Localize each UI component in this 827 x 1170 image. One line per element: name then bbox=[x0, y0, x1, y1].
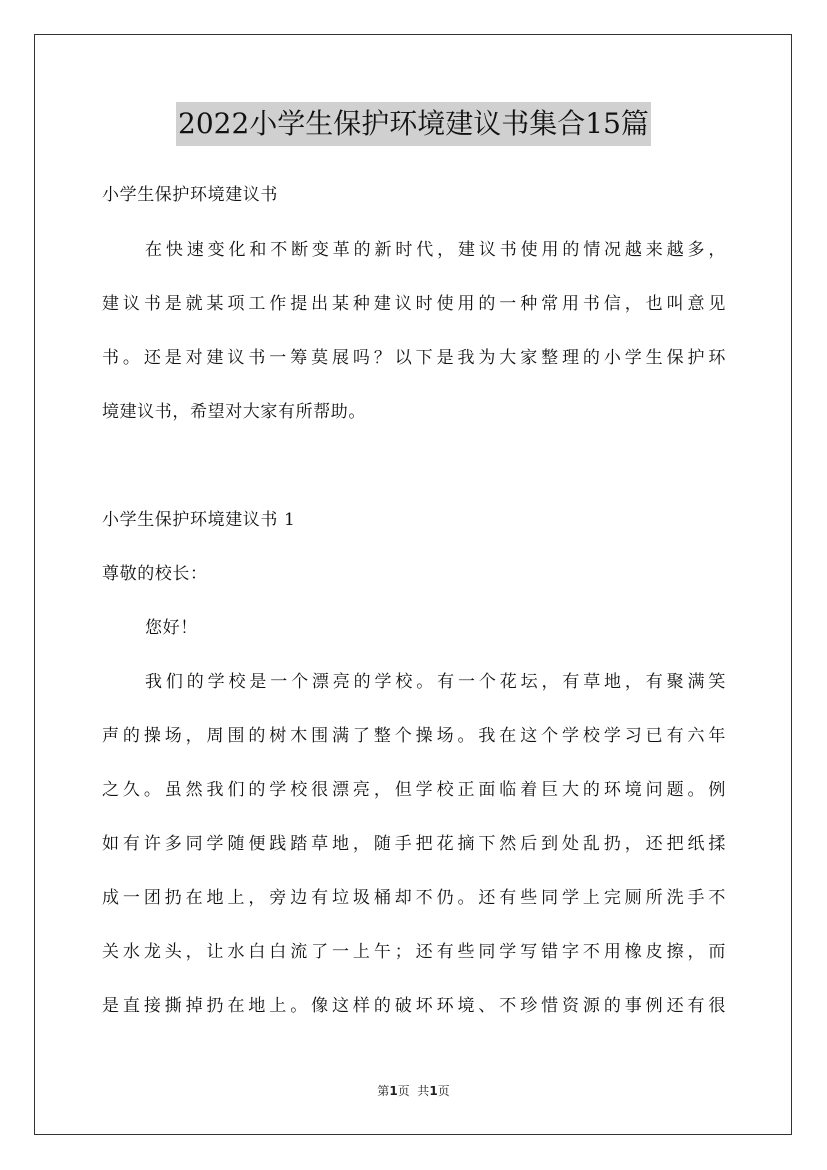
intro-line-3: 书。还是对建议书一筹莫展吗？以下是我为大家整理的小学生保护环 bbox=[102, 348, 726, 368]
document-title-text: 2022小学生保护环境建议书集合15篇 bbox=[176, 102, 651, 146]
salutation: 尊敬的校长： bbox=[102, 564, 208, 584]
body-line-1: 我们的学校是一个漂亮的学校。有一个花坛，有草地，有聚满笑 bbox=[145, 672, 726, 692]
document-title bbox=[0, 100, 827, 146]
page-footer bbox=[0, 1082, 827, 1099]
intro-line-2: 建议书是就某项工作提出某种建议时使用的一种常用书信，也叫意见 bbox=[102, 294, 726, 314]
page-current: 1 bbox=[389, 1084, 398, 1098]
body-line-6: 关水龙头，让水白白流了一上午；还有些同学写错字不用橡皮擦，而 bbox=[102, 942, 726, 962]
body-line-4: 如有许多同学随便践踏草地，随手把花摘下然后到处乱扔，还把纸揉 bbox=[102, 834, 726, 854]
greeting: 您好！ bbox=[145, 618, 198, 638]
page-prefix: 第 bbox=[377, 1084, 390, 1098]
page-total: 1 bbox=[429, 1084, 438, 1098]
intro-heading: 小学生保护环境建议书 bbox=[102, 185, 278, 205]
body-line-5: 成一团扔在地上，旁边有垃圾桶却不仍。还有些同学上完厕所洗手不 bbox=[102, 888, 726, 908]
intro-line-1: 在快速变化和不断变革的新时代，建议书使用的情况越来越多， bbox=[145, 240, 726, 260]
page-mid: 页 共 bbox=[397, 1084, 430, 1098]
body-line-3: 之久。虽然我们的学校很漂亮，但学校正面临着巨大的环境问题。例 bbox=[102, 780, 726, 800]
page-suffix: 页 bbox=[437, 1084, 450, 1098]
section-heading: 小学生保护环境建议书 1 bbox=[102, 510, 296, 530]
body-line-7: 是直接撕掉扔在地上。像这样的破坏环境、不珍惜资源的事例还有很 bbox=[102, 996, 726, 1016]
body-line-2: 声的操场，周围的树木围满了整个操场。我在这个学校学习已有六年 bbox=[102, 726, 726, 746]
intro-line-4: 境建议书，希望对大家有所帮助。 bbox=[102, 402, 366, 422]
